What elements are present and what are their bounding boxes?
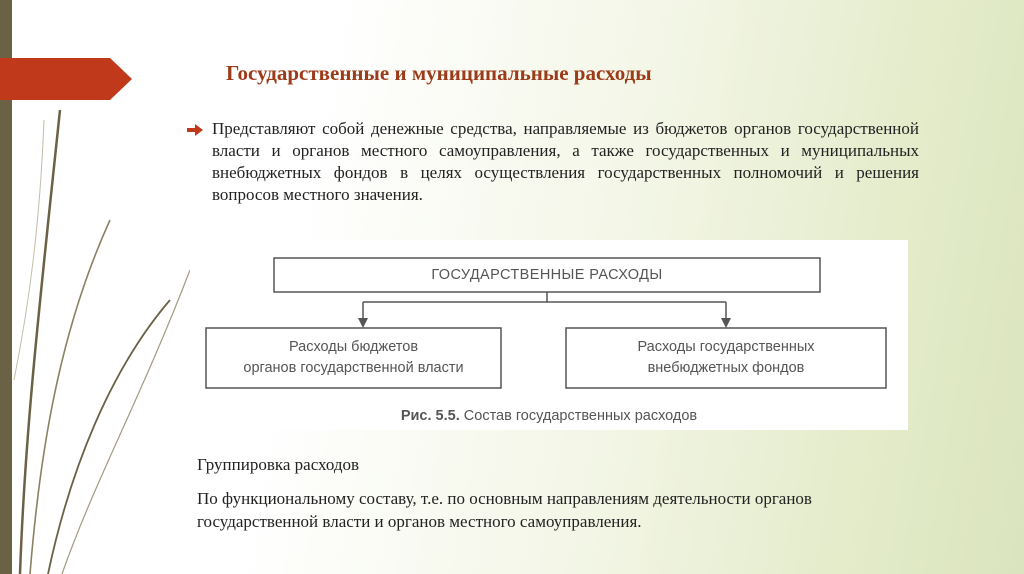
figure-caption-text: Состав государственных расходов [463, 408, 698, 424]
title-arrow-shape [0, 58, 132, 100]
figure-caption [190, 408, 908, 424]
figure-number: Рис. 5.5. [400, 408, 460, 424]
slide-title: Государственные и муниципальные расходы [226, 61, 652, 85]
arrow-right-icon [187, 124, 203, 136]
definition-text: Представляют собой денежные средства, направляемые из бюджетов органов государственной власти и органов местного самоуправления, а также государственных и муниципальных внебюджетных фондов в целях осуществления государственных полномочий и решения вопросов местного значения. [212, 119, 919, 204]
grouping-text: По функциональному составу, т.е. по основным направлениям деятельности органов государственной власти и органов местного самоуправления. [197, 489, 812, 531]
diagram-box-fund-expenses: Расходы государственных внебюджетных фондов [637, 339, 815, 376]
diagram-box-budget-expenses: Расходы бюджетов органов государственной власти [243, 339, 464, 376]
expenses-diagram [190, 240, 908, 430]
grouping-heading: Группировка расходов [197, 455, 360, 474]
diagram-box-state-expenses: ГОСУДАРСТВЕННЫЕ РАСХОДЫ [431, 267, 663, 283]
